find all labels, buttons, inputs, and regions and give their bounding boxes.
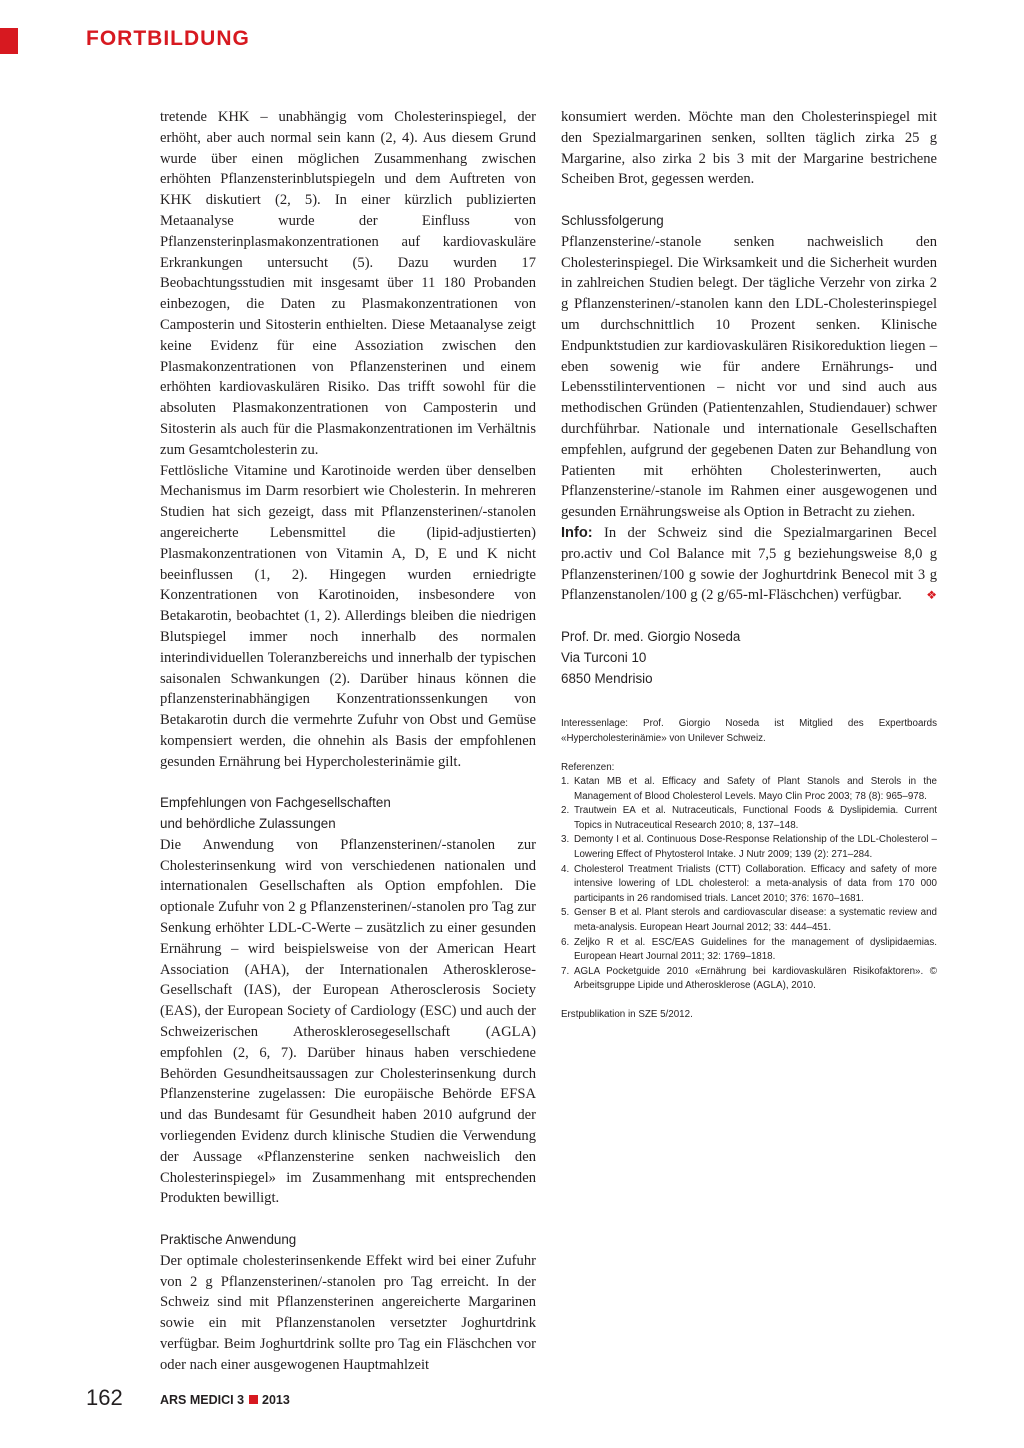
first-publication-note: Erstpublikation in SZE 5/2012. [561,1009,693,1020]
left-paragraph-3: Die Anwendung von Pflanzensterinen/-stanolen zur Cholesterinsenkung wird von verschiedenen nationalen und internationalen Gesellschaften als Option empfohlen. Die optionale Zufuhr von 2 g Pflanzensterinen/-stanolen pro Tag zur Senkung erhöhter LDL-C-Werte – zusätzlich zu einer gesunden Ernährung – wird beispielsweise von der American Heart Association (AHA), der Internationalen Atherosklerose-Gesellschaft (IAS), der European Atherosclerosis Society (EAS), der European Society of Cardiology (ESC) und auch der Schweizerischen Atherosklerosegesellschaft (AGLA) empfohlen (2, 6, 7). Darüber hinaus haben verschiedene Behörden Gesundheitsaussagen zur Cholesterinsenkung durch Pflanzensterine zugelassen: Die europäische Behörde EFSA und das Bundesamt für Gesundheit haben 2010 aufgrund der vorliegenden Evidenz durch klinische Studien die Verwendung der Aussage «Pflanzensterine senken nachweislich den Cholesterinspiegel» im Zusammenhang mit entsprechenden Produkten bewilligt. [160,836,536,1207]
reference-text: AGLA Pocketguide 2010 «Ernährung bei kardiovaskulären Risikofaktoren». © Arbeitsgruppe Lipide und Atherosklerose (AGLA), 2010. [574,965,937,992]
left-paragraph-2: Fettlösliche Vitamine und Karotinoide werden über denselben Mechanismus im Darm resorbiert wie Cholesterin. In mehreren Studien hat sich gezeigt, dass mit Pflanzensterinen/-stanolen angereicherte Lebensmittel die (lipid-adjustierten) Plasmakonzentrationen von Vitamin A, D, E und K nicht beeinflussen (1, 2). Hingegen wurden erniedrigte Konzentrationen von Karotinoiden, insbesondere von Betakarotin, beobachtet (1, 2). Allerdings bleiben die niedrigen Blutspiegel immer noch innerhalb des normalen interindividuellen Toleranzbereichs und innerhalb der typischen saisonalen Schwankungen (2). Darüber hinaus können die pflanzensterinabhängigen Konzentrationssenkungen von Betakarotin durch die vermehrte Zufuhr von Obst und Gemüse kompensiert werden, die ohnehin als Basis der empfohlenen gesunden Ernährung bei Hypercholesterinämie gilt. [160,462,536,770]
reference-item [561,863,937,907]
spacer [561,190,937,211]
reference-item [561,775,937,804]
heading-recommendations-line-1: Empfehlungen von Fachgesellschaften [160,795,391,811]
reference-number: 3. [561,834,570,846]
section-label: FORTBILDUNG [86,27,250,50]
author-street: Via Turconi 10 [561,649,647,665]
info-paragraph [561,523,937,606]
reference-item [561,804,937,833]
reference-number: 5. [561,907,570,919]
heading-conclusion: Schlussfolgerung [561,212,664,228]
reference-number: 2. [561,805,570,817]
article-end-icon: ❖ [926,588,937,603]
reference-item [561,965,937,994]
section-marker-bar [0,28,18,54]
spacer [561,747,937,761]
reference-item [561,936,937,965]
heading-recommendations [160,793,536,835]
info-text: In der Schweiz sind die Spezialmargarinen Becel pro.activ und Col Balance mit 7,5 g beziehungsweise 8,0 g Pflanzensterinen/100 g sowie der Joghurtdrink Benecol mit 3 g Pflanzenstanolen/100 g (2 g/65-ml-Fläschchen) verfügbar. [561,524,937,604]
reference-text: Zeljko R et al. ESC/EAS Guidelines for the management of dyslipidaemias. European Heart Journal 2011; 32: 1769–1818. [574,936,937,963]
conflict-of-interest: Interessenlage: Prof. Giorgio Noseda ist Mitglied des Expertboards «Hypercholesterinämie» von Unilever Schweiz. [561,718,937,744]
magazine-issue [160,1393,290,1407]
magazine-year: 2013 [262,1393,290,1407]
reference-item [561,833,937,862]
reference-item [561,906,937,935]
references-title: Referenzen: [561,761,615,773]
heading-practical-use: Praktische Anwendung [160,1232,297,1248]
right-column [561,107,937,1023]
reference-text: Katan MB et al. Efficacy and Safety of Plant Stanols and Sterols in the Management of Blood Cholesterol Levels. Mayo Clin Proc 2003; 78 (8): 965–978. [574,776,937,802]
spacer [561,689,937,717]
reference-text: Genser B et al. Plant sterols and cardiovascular disease: a systematic review and meta-analysis. European Heart Journal 2012; 33: 444–451. [574,907,937,934]
author-address [561,627,937,689]
spacer [561,606,937,627]
reference-number: 6. [561,936,570,948]
right-paragraph-1: konsumiert werden. Möchte man den Cholesterinspiegel mit den Spezialmargarinen senken, sollten täglich zirka 25 g Margarine, also zirka 2 bis 3 mit der Margarine bestrichene Scheiben Brot, gegessen werden. [561,109,937,188]
left-paragraph-1: tretende KHK – unabhängig vom Cholesterinspiegel, der erhöht, aber auch normal sein kann (2, 4). Aus diesem Grund wurde über einen möglichen Zusammenhang zwischen erhöhten Pflanzensterinblutspiegeln und dem Auftreten von KHK diskutiert (2, 5). In einer kürzlich publizierten Metaanalyse wurde der Einfluss von Pflanzensterinplasmakonzentrationen auf kardiovaskuläre Erkrankungen untersucht (5). Dazu wurden 17 Beobachtungsstudien mit insgesamt über 11 180 Probanden einbezogen, die Daten zu Plasmakonzentrationen von Camposterin und Sitosterin enthielten. Diese Metaanalyse zeigt keine Evidenz für eine Assoziation zwischen den Plasmakonzentrationen von Pflanzensterinen und einem erhöhten kardiovaskulären Risiko. Das trifft sowohl für die absoluten Plasmakonzentrationen von Camposterin und Sitosterin als auch für die Plasmakonzentrationen im Verhältnis zum Gesamtcholesterin zu. [160,109,536,458]
reference-number: 1. [561,776,570,788]
heading-recommendations-line-2: und behördliche Zulassungen [160,816,336,832]
reference-text: Trautwein EA et al. Nutraceuticals, Functional Foods & Dyslipidemia. Current Topics in Nutraceutical Research 2010; 8, 137–148. [574,805,937,831]
spacer [160,773,536,794]
reference-text: Demonty I et al. Continuous Dose-Response Relationship of the LDL-Cholesterol – Lowering Effect of Phytosterol Intake. J Nutr 2009; 139 (2): 271–284. [574,834,937,861]
reference-text: Cholesterol Treatment Trialists (CTT) Collaboration. Efficacy and safety of more intensive lowering of LDL cholesterol: a meta-analysis of data from 170 000 participants in 26 randomised trials. Lancet 2010; 376: 1670–1681. [574,863,937,904]
author-city: 6850 Mendrisio [561,670,653,686]
spacer [561,994,937,1008]
reference-number: 4. [561,863,570,875]
separator-square-icon [249,1395,258,1404]
right-paragraph-2: Pflanzensterine/-stanole senken nachweislich den Cholesterinspiegel. Die Wirksamkeit und die Sicherheit wurden in zahlreichen Studien belegt. Der tägliche Verzehr von zirka 2 g Pflanzensterinen/-stanolen kann den LDL-Cholesterinspiegel um durchschnittlich 10 Prozent senken. Klinische Endpunktstudien zur kardiovaskulären Risikoreduktion liegen – eben sowenig wie für andere Ernährungs- und Lebensstilinterventionen – nicht vor und sind auch aus methodischen Gründen (Patientenzahlen, Studiendauer) schwer durchführbar. Nationale und internationale Gesellschaften empfehlen, aufgrund der gegebenen Daten zur Behandlung von Patienten mit erhöhten Cholesterinwerten, auch Pflanzensterine/-stanole im Rahmen einer ausgewogenen und gesunden Ernährungsweise als Option in Betracht zu ziehen. [561,233,937,521]
spacer [160,1209,536,1230]
page-number: 162 [86,1385,123,1410]
magazine-name: ARS MEDICI 3 [160,1393,245,1407]
author-name: Prof. Dr. med. Giorgio Noseda [561,628,741,644]
left-column [160,107,536,1376]
references-list [561,775,937,994]
info-label: Info: [561,524,593,541]
left-paragraph-4: Der optimale cholesterinsenkende Effekt wird bei einer Zufuhr von 2 g Pflanzensterinen/-stanolen pro Tag erreicht. In der Schweiz sind mit Pflanzensterinen angereicherte Margarinen sowie ein mit Pflanzenstanolen versetzter Joghurtdrink verfügbar. Beim Joghurtdrink sollte pro Tag ein Fläschchen vor oder nach einer ausgewogenen Hauptmahlzeit [160,1252,536,1373]
reference-number: 7. [561,965,570,977]
